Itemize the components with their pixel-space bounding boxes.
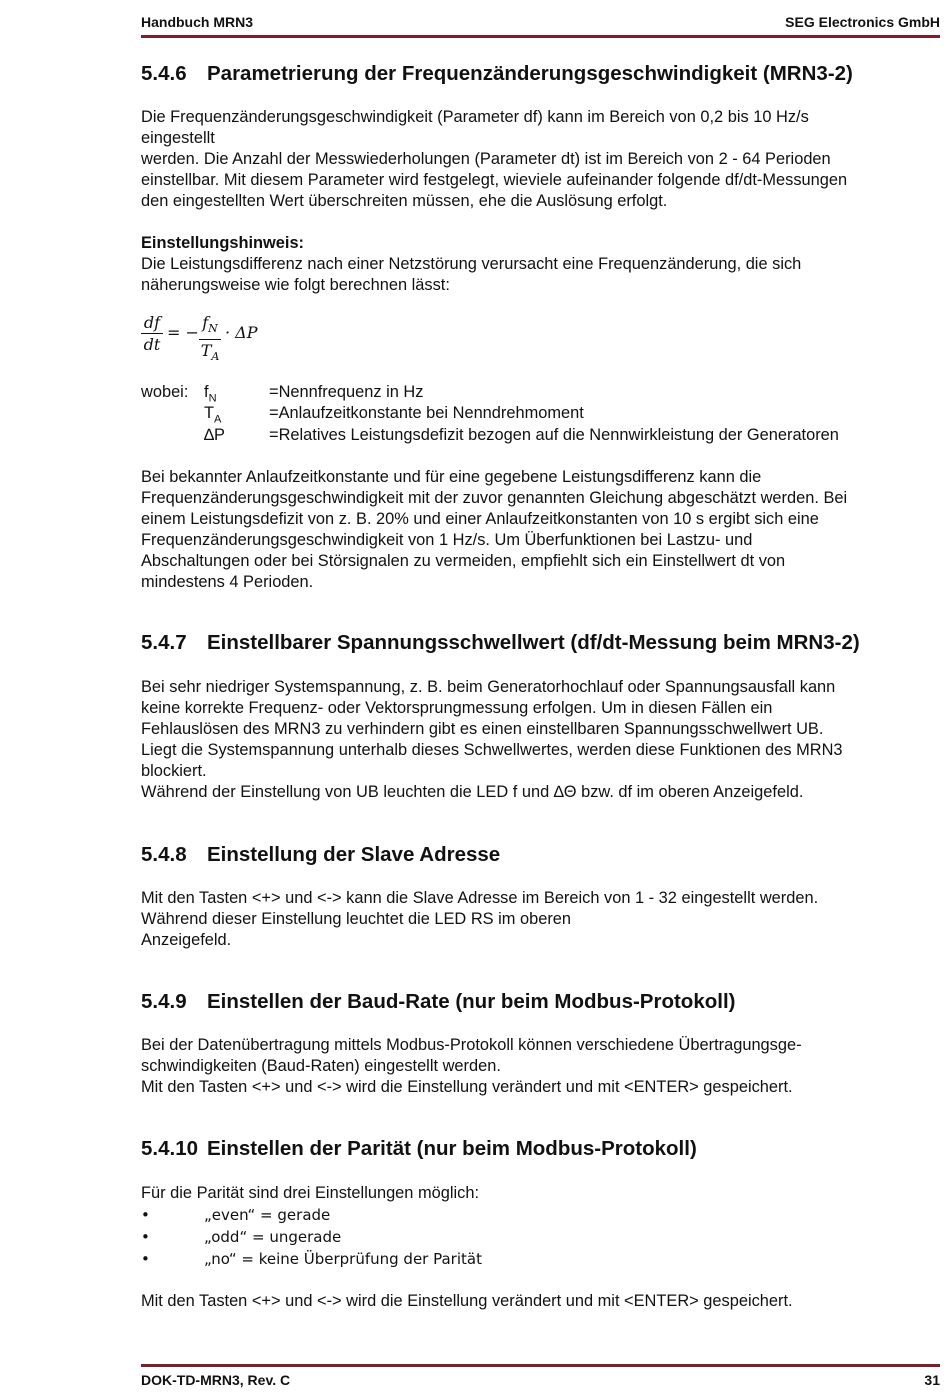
- subscript: A: [211, 350, 220, 364]
- where-description: =Nennfrequenz in Hz: [269, 383, 424, 401]
- paragraph-line: Frequenzänderungsgeschwindigkeit von 1 Hz/s. Um Überfunktionen bei Lastzu- und: [141, 531, 753, 549]
- paragraph-line: Frequenzänderungsgeschwindigkeit mit der zuvor genannten Gleichung abgeschätzt werden. Bei: [141, 489, 848, 507]
- section-number: 5.4.8: [141, 843, 187, 866]
- paragraph-line: keine korrekte Frequenz- oder Vektorsprungmessung erfolgen. Um in diesen Fällen ein: [141, 699, 773, 717]
- paragraph-line: einem Leistungsdefizit von z. B. 20% und einer Anlaufzeitkonstanten von 10 s ergibt sich eine: [141, 510, 819, 528]
- paragraph-line: den eingestellten Wert überschreiten müssen, ehe die Auslösung erfolgt.: [141, 192, 668, 210]
- heading-5-4-9: [141, 990, 735, 1014]
- section-number: 5.4.7: [141, 631, 187, 654]
- where-description: =Relatives Leistungsdefizit bezogen auf die Nennwirkleistung der Generatoren: [269, 426, 839, 444]
- symbol-f: f: [202, 313, 209, 332]
- paragraph-line: Für die Parität sind drei Einstellungen möglich:: [141, 1184, 480, 1202]
- paragraph-line: mindestens 4 Perioden.: [141, 573, 314, 591]
- section-number: 5.4.6: [141, 62, 187, 85]
- fraction-df-dt: [141, 313, 163, 356]
- paragraph-line: Während der Einstellung von UB leuchten die LED f und ∆Θ bzw. df im oberen Anzeigefeld.: [141, 783, 804, 801]
- page-footer: [141, 1372, 940, 1392]
- paragraph-line: schwindigkeiten (Baud-Raten) eingestellt werden.: [141, 1057, 501, 1075]
- paragraph-line: blockiert.: [141, 762, 207, 780]
- bullet-icon: •: [141, 1206, 150, 1224]
- list-item-text: „even“ = gerade: [204, 1206, 331, 1224]
- symbol-t: T: [200, 341, 212, 361]
- paragraph-line: Die Leistungsdifferenz nach einer Netzstörung verursacht eine Frequenzänderung, die sich: [141, 255, 802, 273]
- footer-doc-id: DOK-TD-MRN3, Rev. C: [141, 1372, 291, 1388]
- symbol: T: [204, 404, 215, 422]
- section-number: 5.4.10: [141, 1137, 198, 1160]
- section-title: Einstellbarer Spannungsschwellwert (df/dt-Messung beim MRN3-2): [207, 631, 860, 654]
- fraction-numerator: [199, 313, 221, 340]
- paragraph-line: Anzeigefeld.: [141, 931, 232, 949]
- paragraph-line: Während dieser Einstellung leuchtet die LED RS im oberen: [141, 910, 572, 928]
- paragraph-line: Bei der Datenübertragung mittels Modbus-Protokoll können verschiedene Übertragungsge-: [141, 1036, 802, 1054]
- header-manual-title: Handbuch MRN3: [141, 14, 253, 30]
- subscript: A: [214, 413, 222, 426]
- paragraph-line: näherungsweise wie folgt berechnen lässt:: [141, 276, 450, 294]
- heading-5-4-8: [141, 843, 500, 867]
- subscript: N: [208, 392, 217, 405]
- footer-rule: [141, 1364, 940, 1367]
- section-title: Einstellen der Baud-Rate (nur beim Modbus-Protokoll): [207, 990, 736, 1013]
- hint-title: Einstellungshinweis:: [141, 234, 305, 252]
- fraction-denominator: dt: [143, 335, 161, 354]
- list-item-text: „odd“ = ungerade: [204, 1228, 342, 1246]
- paragraph-line: Bei bekannter Anlaufzeitkonstante und für eine gegebene Leistungsdifferenz kann die: [141, 468, 762, 486]
- where-label: wobei:: [141, 383, 189, 401]
- paragraph-line: Mit den Tasten <+> und <-> kann die Slave Adresse im Bereich von 1 - 32 eingestellt werden.: [141, 889, 819, 907]
- paragraph-line: einstellbar. Mit diesem Parameter wird festgelegt, wieviele aufeinander folgende df/dt-Messungen: [141, 171, 848, 189]
- paragraph-line: werden. Die Anzahl der Messwiederholungen (Parameter dt) ist im Bereich von 2 - 64 Perioden: [141, 150, 831, 168]
- where-row: [141, 403, 941, 424]
- section-title: Einstellen der Parität (nur beim Modbus-Protokoll): [207, 1137, 697, 1160]
- paragraph-line: Bei sehr niedriger Systemspannung, z. B. beim Generatorhochlauf oder Spannungsausfall kann: [141, 678, 836, 696]
- where-row: [141, 382, 941, 403]
- page-number: 31: [924, 1372, 940, 1388]
- fraction-denominator: [199, 340, 221, 368]
- paragraph-line: Abschaltungen oder bei Störsignalen zu vermeiden, empfiehlt sich ein Einstellwert dt von: [141, 552, 786, 570]
- header-company: SEG Electronics GmbH: [785, 14, 940, 30]
- paragraph-line: eingestellt: [141, 129, 215, 147]
- where-symbol: ∆P: [204, 426, 225, 444]
- section-number: 5.4.9: [141, 990, 187, 1013]
- header-rule: [141, 35, 940, 38]
- paragraph-line: Fehlauslösen des MRN3 zu verhindern gibt es einen einstellbaren Spannungsschwellwert UB.: [141, 720, 824, 738]
- heading-5-4-6: [141, 62, 853, 86]
- symbol: f: [204, 383, 209, 401]
- page-header: [141, 14, 940, 34]
- heading-5-4-10: [141, 1137, 697, 1161]
- paragraph-line: Liegt die Systemspannung unterhalb dieses Schwellwertes, werden diese Funktionen des MRN3: [141, 741, 843, 759]
- where-row: [141, 425, 941, 446]
- where-description: =Anlaufzeitkonstante bei Nenndrehmoment: [269, 404, 584, 422]
- bullet-icon: •: [141, 1250, 150, 1268]
- section-title: Parametrierung der Frequenzänderungsgeschwindigkeit (MRN3-2): [207, 62, 853, 85]
- heading-5-4-7: [141, 631, 860, 655]
- fraction-fn-ta: [199, 313, 221, 368]
- paragraph-line: Mit den Tasten <+> und <-> wird die Einstellung verändert und mit <ENTER> gespeichert.: [141, 1078, 793, 1096]
- times-delta-p: · ΔP: [225, 323, 258, 342]
- subscript: N: [208, 322, 218, 336]
- paragraph-line: Mit den Tasten <+> und <-> wird die Einstellung verändert und mit <ENTER> gespeichert.: [141, 1292, 793, 1310]
- list-item-text: „no“ = keine Überprüfung der Parität: [204, 1250, 482, 1268]
- equals-minus: = −: [167, 323, 199, 342]
- bullet-icon: •: [141, 1228, 150, 1246]
- fraction-numerator: df: [141, 313, 163, 334]
- paragraph-line: Die Frequenzänderungsgeschwindigkeit (Parameter df) kann im Bereich von 0,2 bis 10 Hz/s: [141, 108, 809, 126]
- section-title: Einstellung der Slave Adresse: [207, 843, 501, 866]
